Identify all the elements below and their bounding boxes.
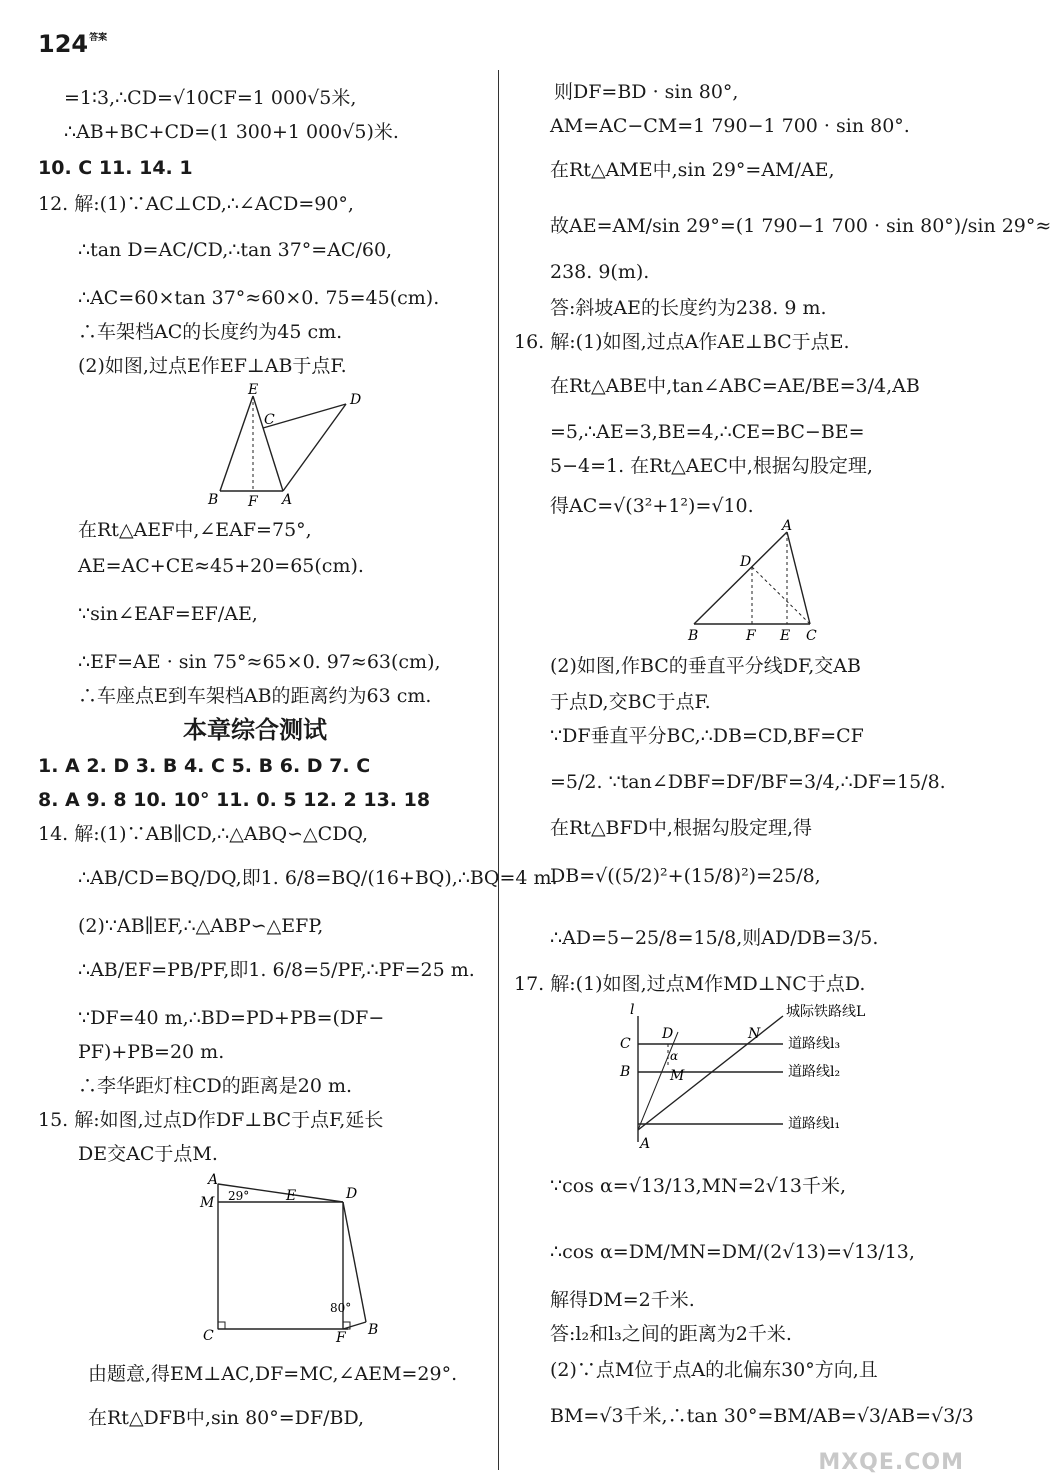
text-line: =5/2. ∵tan∠DBF=DF/BF=3/4,∴DF=15/8. xyxy=(550,771,946,793)
text-line: ∵DF垂直平分BC,∴DB=CD,BF=CF xyxy=(550,725,864,747)
text-line: =5,∴AE=3,BE=4,∴CE=BC−BE= xyxy=(550,421,865,443)
text-line: 238. 9(m). xyxy=(550,261,650,283)
text-line: ∴cos α=DM/MN=DM/(2√13)=√13/13, xyxy=(550,1241,915,1263)
text-line: ∴EF=AE · sin 75°≈65×0. 97≈63(cm), xyxy=(78,651,441,673)
figure-15 xyxy=(198,1174,388,1344)
text-line: ∵sin∠EAF=EF/AE, xyxy=(78,603,258,625)
text-line: 答:斜坡AE的长度约为238. 9 m. xyxy=(550,297,827,319)
question-16: 16. 解:(1)如图,过点A作AE⊥BC于点E. xyxy=(514,331,850,353)
svg-text:道路线l₁: 道路线l₁ xyxy=(788,1116,841,1132)
column-divider xyxy=(498,70,499,1470)
svg-text:D: D xyxy=(662,1026,674,1042)
text-line: 5−4=1. 在Rt△AEC中,根据勾股定理, xyxy=(550,455,873,477)
text-line: =1∶3,∴CD=√10CF=1 000√5米, xyxy=(64,87,357,109)
svg-text:C: C xyxy=(264,412,275,428)
text-line: ∴李华距灯柱CD的距离是20 m. xyxy=(78,1075,353,1097)
text-line: ∴AD=5−25/8=15/8,则AD/DB=3/5. xyxy=(550,927,879,949)
section-heading: 本章综合测试 xyxy=(183,716,327,744)
text-line: (2)∵点M位于点A的北偏东30°方向,且 xyxy=(550,1359,878,1381)
svg-text:A: A xyxy=(208,1172,219,1188)
text-line: ∴AB/CD=BQ/DQ,即1. 6/8=BQ/(16+BQ),∴BQ=4 m. xyxy=(78,867,558,889)
text-line: 在Rt△DFB中,sin 80°=DF/BD, xyxy=(88,1407,365,1429)
svg-text:l: l xyxy=(630,1002,635,1018)
svg-text:M: M xyxy=(670,1068,685,1084)
svg-text:B: B xyxy=(620,1064,631,1080)
svg-text:E: E xyxy=(780,628,791,644)
text-line: ∵cos α=√13/13,MN=2√13千米, xyxy=(550,1175,847,1197)
text-line: 在Rt△AME中,sin 29°=AM/AE, xyxy=(550,159,835,181)
text-line: ∵DF=40 m,∴BD=PD+PB=(DF− xyxy=(78,1007,385,1029)
text-line: 在Rt△ABE中,tan∠ABC=AE/BE=3/4,AB xyxy=(550,375,920,397)
svg-text:B: B xyxy=(688,628,699,644)
text-line: ∴车座点E到车架档AB的距离约为63 cm. xyxy=(78,685,432,707)
text-line: 故AE=AM/sin 29°=(1 790−1 700 · sin 80°)/sin 29°≈ xyxy=(550,215,1051,237)
svg-text:城际铁路线L: 城际铁路线L xyxy=(786,1004,866,1020)
answer-line: 8. A 9. 8 10. 10° 11. 0. 5 12. 2 13. 18 xyxy=(38,789,431,811)
figure-16 xyxy=(682,518,842,644)
text-line: 由题意,得EM⊥AC,DF=MC,∠AEM=29°. xyxy=(88,1363,458,1385)
text-line: ∴AB+BC+CD=(1 300+1 000√5)米. xyxy=(64,121,399,143)
text-line: 解得DM=2千米. xyxy=(550,1289,695,1311)
figure-12 xyxy=(208,382,378,510)
text-line: (2)如图,过点E作EF⊥AB于点F. xyxy=(78,355,347,377)
text-line: ∴tan D=AC/CD,∴tan 37°=AC/60, xyxy=(78,239,393,261)
text-line: DE交AC于点M. xyxy=(78,1143,218,1165)
svg-text:D: D xyxy=(346,1186,358,1202)
question-14: 14. 解:(1)∵AB∥CD,∴△ABQ∽△CDQ, xyxy=(38,823,369,845)
svg-text:F: F xyxy=(746,628,756,644)
svg-text:F: F xyxy=(336,1330,346,1346)
svg-text:C: C xyxy=(806,628,817,644)
svg-text:C: C xyxy=(203,1328,214,1344)
question-15: 15. 解:如图,过点D作DF⊥BC于点F,延长 xyxy=(38,1109,384,1131)
svg-text:D: D xyxy=(740,554,752,570)
text-line: (2)如图,作BC的垂直平分线DF,交AB xyxy=(550,655,861,677)
svg-text:A: A xyxy=(782,518,793,534)
svg-text:N: N xyxy=(748,1026,761,1042)
text-line: 得AC=√(3²+1²)=√10. xyxy=(550,495,754,517)
text-line: PF)+PB=20 m. xyxy=(78,1041,225,1063)
svg-text:F: F xyxy=(248,494,258,510)
svg-text:E: E xyxy=(248,382,259,398)
figure-17 xyxy=(618,1002,908,1152)
watermark-logo: MXQE.COM xyxy=(818,1450,964,1475)
svg-text:80°: 80° xyxy=(330,1301,352,1315)
text-line: ∴AB/EF=PB/PF,即1. 6/8=5/PF,∴PF=25 m. xyxy=(78,959,475,981)
svg-text:D: D xyxy=(350,392,362,408)
svg-text:α: α xyxy=(670,1049,679,1063)
svg-text:E: E xyxy=(286,1188,297,1204)
text-line: 答:l₂和l₃之间的距离为2千米. xyxy=(550,1323,792,1345)
answer-line: 10. C 11. 14. 1 xyxy=(38,157,193,179)
text-line: AE=AC+CE≈45+20=65(cm). xyxy=(78,555,364,577)
text-line: ∴车架档AC的长度约为45 cm. xyxy=(78,321,343,343)
svg-text:M: M xyxy=(200,1195,215,1211)
svg-text:29°: 29° xyxy=(228,1189,250,1203)
text-line: 在Rt△BFD中,根据勾股定理,得 xyxy=(550,817,813,839)
svg-text:道路线l₂: 道路线l₂ xyxy=(788,1064,841,1080)
text-line: 在Rt△AEF中,∠EAF=75°, xyxy=(78,519,312,541)
text-line: ∴AC=60×tan 37°≈60×0. 75=45(cm). xyxy=(78,287,440,309)
question-12: 12. 解:(1)∵AC⊥CD,∴∠ACD=90°, xyxy=(38,193,354,215)
svg-text:A: A xyxy=(640,1136,651,1152)
svg-text:道路线l₃: 道路线l₃ xyxy=(788,1036,841,1052)
text-line: BM=√3千米,∴tan 30°=BM/AB=√3/AB=√3/3 xyxy=(550,1405,974,1427)
svg-text:C: C xyxy=(620,1036,631,1052)
text-line: AM=AC−CM=1 790−1 700 · sin 80°. xyxy=(550,115,910,137)
text-line: DB=√((5/2)²+(15/8)²)=25/8, xyxy=(550,865,821,887)
text-line: 则DF=BD · sin 80°, xyxy=(554,81,739,103)
svg-text:A: A xyxy=(282,492,293,508)
svg-text:B: B xyxy=(208,492,219,508)
svg-text:B: B xyxy=(368,1322,379,1338)
page-number: $124^{答案}$ xyxy=(38,30,108,58)
question-17: 17. 解:(1)如图,过点M作MD⊥NC于点D. xyxy=(514,973,866,995)
answer-line: 1. A 2. D 3. B 4. C 5. B 6. D 7. C xyxy=(38,755,371,777)
text-line: (2)∵AB∥EF,∴△ABP∽△EFP, xyxy=(78,915,324,937)
text-line: 于点D,交BC于点F. xyxy=(550,691,711,713)
